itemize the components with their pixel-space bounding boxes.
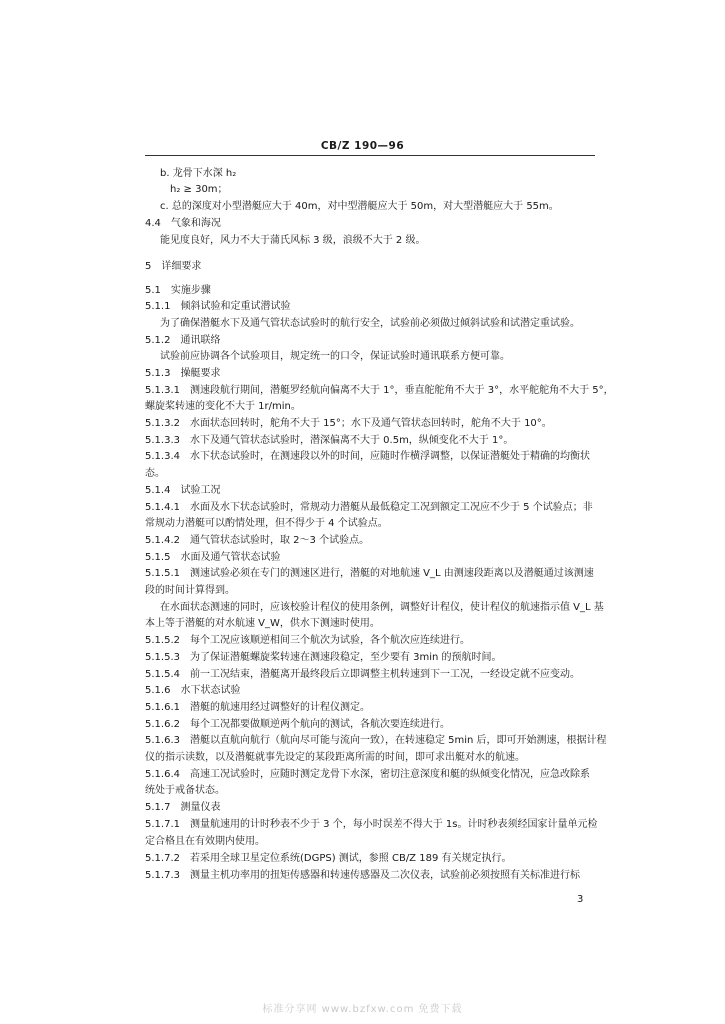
text-line: 5.1.4.2 通气管状态试验时，取 2～3 个试验点。 — [145, 535, 370, 546]
section-heading: 5.1.2 通讯联络 — [145, 335, 221, 346]
watermark: 标准分享网 www.bzfxw.com 免费下载 — [262, 1004, 463, 1015]
header-rule — [145, 155, 595, 156]
section-heading: 5.1.1 倾斜试验和定重试潜试验 — [145, 301, 291, 312]
text-line: 5.1.3.1 测速段航行期间，潜艇罗经航向偏离不大于 1°，垂直舵舵角不大于 3°，水平舵舵角不大于 5°， — [145, 385, 614, 396]
text-line: 5.1.5.2 每个工况应该顺逆相间三个航次为试验，各个航次应连续进行。 — [145, 635, 470, 646]
text-line: 为了确保潜艇水下及通气管状态试验时的航行安全，试验前必须做过倾斜试验和试潜定重试验。 — [160, 318, 580, 329]
text-line: 5.1.7.3 测量主机功率用的扭矩传感器和转速传感器及二次仪表，试验前必须按照有关标准进行标 — [145, 870, 580, 881]
text-line: 5.1.3.3 水下及通气管状态试验时，潜深偏离不大于 0.5m，纵倾变化不大于 1°。 — [145, 435, 514, 446]
text-line: 5.1.7.1 测量航速用的计时秒表不少于 3 个，每小时误差不得大于 1s。计时秒表须经国家计量单元检 — [145, 819, 598, 830]
section-heading: 5.1.3 操艇要求 — [145, 368, 221, 379]
text-line: 试验前应协调各个试验项目，规定统一的口令，保证试验时通讯联系方便可靠。 — [160, 351, 510, 362]
text-line: c. 总的深度对小型潜艇应大于 40m，对中型潜艇应大于 50m，对大型潜艇应大于 55m。 — [160, 201, 559, 212]
section-heading: 5.1.4 试验工况 — [145, 485, 221, 496]
section-heading: 5.1 实施步骤 — [145, 285, 211, 296]
page-number: 3 — [577, 894, 584, 905]
text-line: 本上等于潜艇的对水航速 V_W，供水下测速时使用。 — [145, 618, 380, 629]
text-line: 5.1.3.4 水下状态试验时，在测速段以外的时间，应随时作横浮调整，以保证潜艇处于精确的均衡状 — [145, 451, 590, 462]
section-heading: 5.1.6 水下状态试验 — [145, 685, 241, 696]
text-line: 常规动力潜艇可以酌情处理，但不得少于 4 个试验点。 — [145, 518, 388, 529]
text-line: 定合格且在有效期内使用。 — [145, 836, 265, 847]
text-line: 5.1.3.2 水面状态回转时，舵角不大于 15°；水下及通气管状态回转时，舵角不大于 10°。 — [145, 418, 552, 429]
section-heading: 5.1.5 水面及通气管状态试验 — [145, 552, 281, 563]
text-line: 5.1.4.1 水面及水下状态试验时，常规动力潜艇从最低稳定工况到额定工况应不少于 5 个试验点；非 — [145, 502, 593, 513]
text-line: b. 龙骨下水深 h₂ — [160, 168, 237, 179]
text-line: 5.1.5.3 为了保证潜艇螺旋桨转速在测速段稳定，至少要有 3min 的预航时间。 — [145, 652, 502, 663]
text-line: 5.1.5.1 测速试验必须在专门的测速区进行，潜艇的对地航速 V_L 由测速段距离以及潜艇通过该测速 — [145, 568, 594, 579]
text-line: 段的时间计算得到。 — [145, 585, 235, 596]
text-line: 能见度良好，风力不大于蒲氏风标 3 级，浪级不大于 2 级。 — [160, 235, 426, 246]
text-line: 在水面状态测速的同时，应该校验计程仪的使用条例，调整好计程仪，使计程仪的航速指示值 V_L 基 — [160, 602, 604, 613]
text-line: 螺旋桨转速的变化不大于 1r/min。 — [145, 401, 301, 412]
text-line: 5.1.5.4 前一工况结束，潜艇离开最终段后立即调整主机转速到下一工况，一经设定就不应变动。 — [145, 669, 580, 680]
section-heading: 5.1.7 测量仪表 — [145, 802, 221, 813]
text-line: 5.1.6.1 潜艇的航速用经过调整好的计程仪测定。 — [145, 702, 370, 713]
text-line: 仪的指示读数，以及潜艇就事先设定的某段距离所需的时间，即可求出艇对水的航速。 — [145, 752, 525, 763]
text-line: h₂ ≥ 30m； — [170, 184, 228, 195]
text-line: 态。 — [145, 468, 165, 479]
section-heading: 5 详细要求 — [145, 261, 202, 272]
text-line: 5.1.6.2 每个工况都要做顺逆两个航向的测试，各航次要连续进行。 — [145, 719, 450, 730]
text-line: 5.1.6.3 潜艇以直航向航行（航向尽可能与流向一致），在转速稳定 5min 后，即可开始测速，根据计程 — [145, 735, 607, 746]
text-line: 5.1.7.2 若采用全球卫星定位系统(DGPS) 测试，参照 CB/Z 189 有关规定执行。 — [145, 853, 512, 864]
section-heading: 4.4 气象和海况 — [145, 218, 221, 229]
text-line: 统处于戒备状态。 — [145, 785, 225, 796]
document-header: CB/Z 190—96 — [320, 140, 405, 152]
text-line: 5.1.6.4 高速工况试验时，应随时测定龙骨下水深，密切注意深度和艇的纵倾变化情况，应急改除系 — [145, 769, 590, 780]
